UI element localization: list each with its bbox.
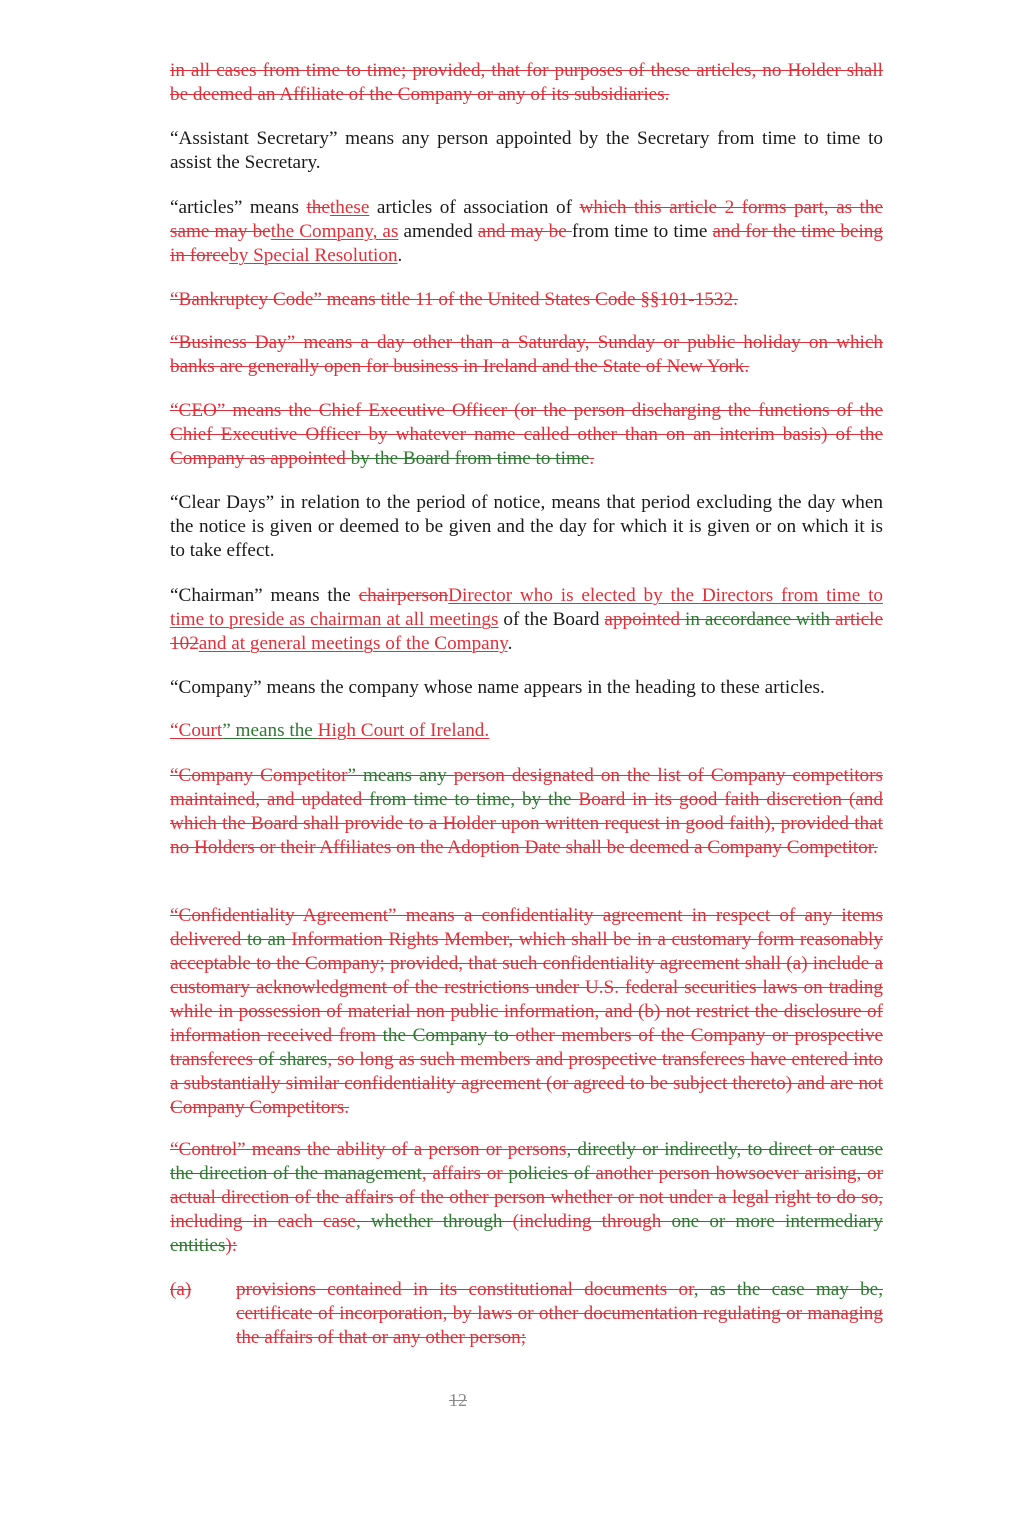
definition-articles: “articles” means thethese articles of association of which this article 2 forms part, as the same may bethe Company, as amended and may be from time to time and for the time being in forceby Special Resolution. (170, 197, 884, 266)
page-number: 12 (449, 1390, 467, 1410)
definition-court: “Court” means the High Court of Ireland. (170, 720, 490, 741)
definition-chairman: “Chairman” means the chairpersonDirector who is elected by the Directors from time to time to preside as chairman at all meetings of the Board appointed in accordance with article 102and at general meetings of the Company. (170, 585, 884, 654)
definition-ceo: “CEO” means the Chief Executive Officer (or the person discharging the functions of the Chief Executive Officer by whatever name called other than on an interim basis) of the Company as appointed by the Board from time to time. (170, 400, 883, 469)
definition-confidentiality-agreement: “Confidentiality Agreement” means a confidentiality agreement in respect of any items delivered to an Information Rights Member, which shall be in a customary form reasonably acceptable to the Company; provided, that such confidentiality agreement shall (a) include a customary acknowledgment of the restrictions under U.S. federal securities laws on trading while in possession of material non public information, and (b) not restrict the disclosure of information received from the Company to other members of the Company or prospective transferees of shares, so long as such members and prospective transferees have entered into a substantially similar confidentiality agreement (or agreed to be subject thereto) and are not Company Competitors. (170, 905, 884, 1118)
definition-company-competitor: “Company Competitor” means any person designated on the list of Company competitors maintained, and updated from time to time, by the Board in its good faith discretion (and which the Board shall provide to a Holder upon written request in good faith), provided that no Holders or their Affiliates on the Adoption Date shall be deemed a Company Competitor. (170, 765, 883, 858)
definition-business-day: “Business Day” means a day other than a Saturday, Sunday or public holiday on which banks are generally open for business in Ireland and the State of New York. (170, 332, 883, 377)
definition-clear-days: “Clear Days” in relation to the period of notice, means that period excluding the day when the notice is given or deemed to be given and the day for which it is given or on which it is to take effect. (170, 492, 883, 561)
definition-bankruptcy-code: “Bankruptcy Code” means title 11 of the United States Code §§101-1532. (170, 289, 738, 310)
definition-company: “Company” means the company whose name appears in the heading to these articles. (170, 677, 825, 698)
definition-control: “Control” means the ability of a person or persons, directly or indirectly, to direct or cause the direction of the management, affairs or policies of another person howsoever arising, or actual direction of the affairs of the other person whether or not under a legal right to do so, including in each case, whether through (including through one or more intermediary entities): (170, 1139, 884, 1256)
list-item-a-text: provisions contained in its constitutional documents or, as the case may be, certificate of incorporation, by laws or other documentation regulating or managing the affairs of that or any other person; (236, 1279, 883, 1348)
list-item-label-a: (a) (170, 1279, 192, 1300)
paragraph-holder-affiliate-continuation: in all cases from time to time; provided, that for purposes of these articles, no Holder shall be deemed an Affiliate of the Company or any of its subsidiaries. (170, 60, 883, 105)
definition-assistant-secretary: “Assistant Secretary” means any person appointed by the Secretary from time to time to assist the Secretary. (170, 128, 883, 173)
